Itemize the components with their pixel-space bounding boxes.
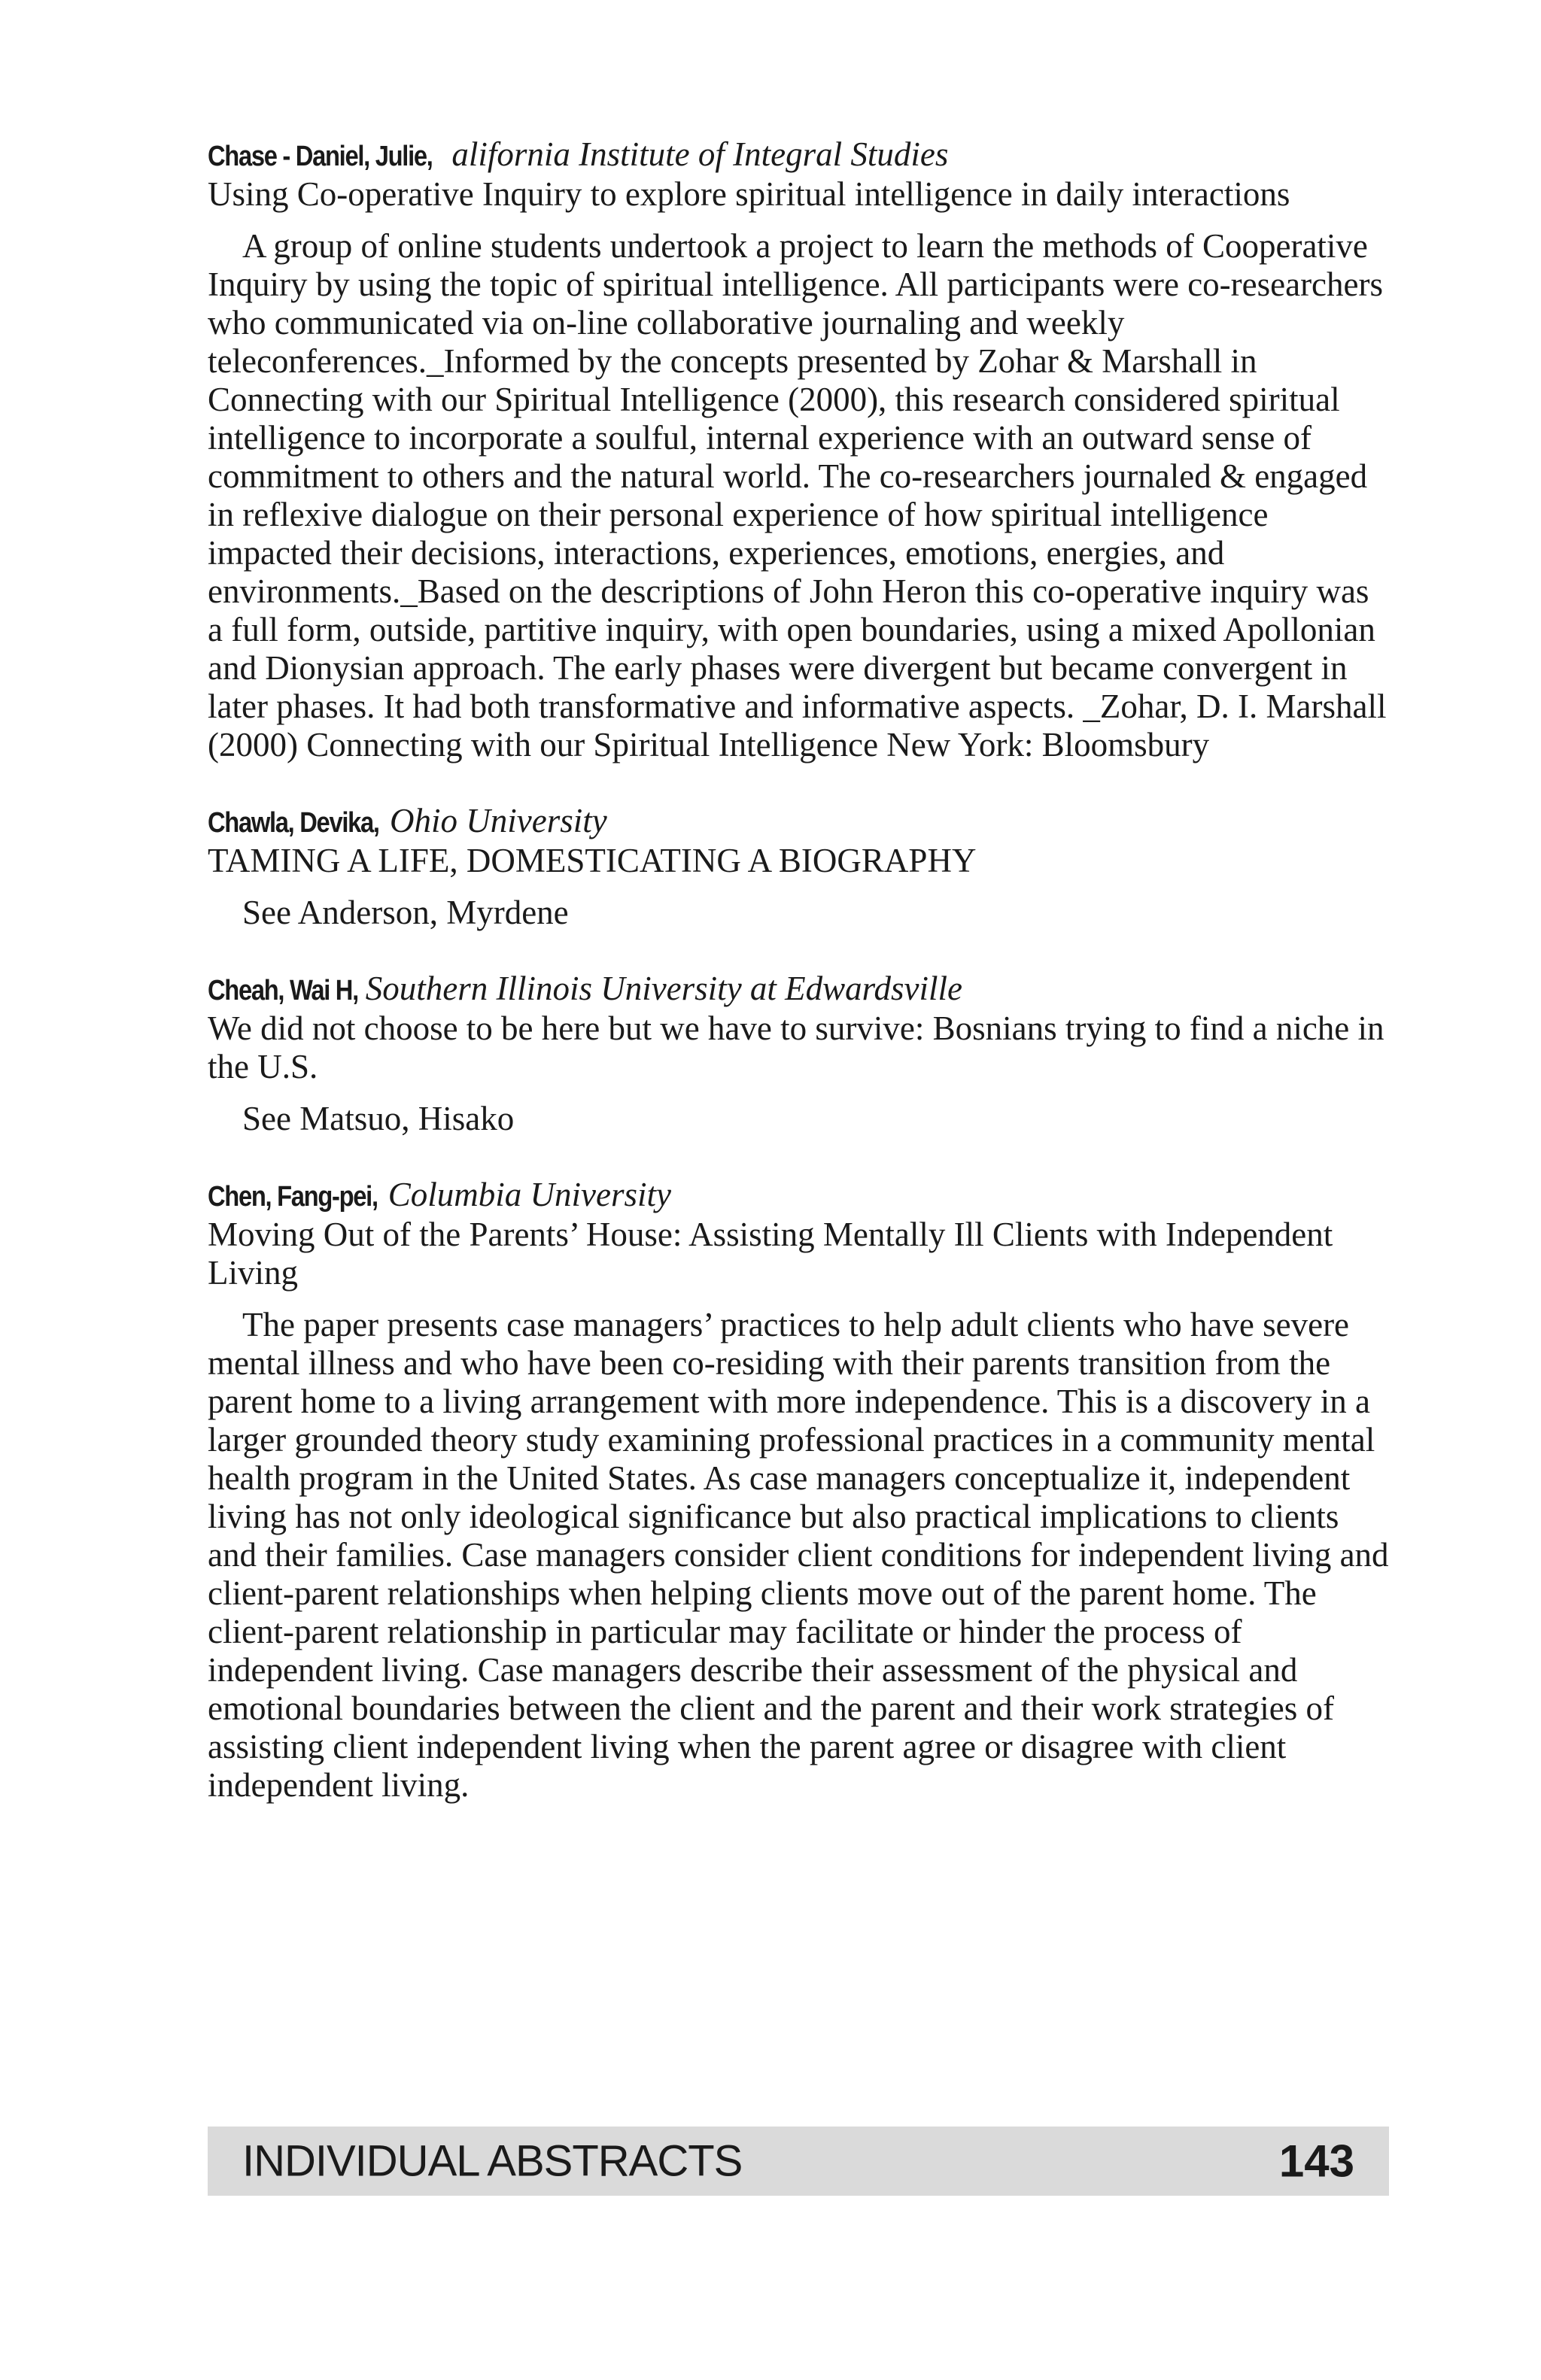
- author-name: Chen, Fang-pei,: [208, 1181, 378, 1213]
- author-line: [208, 135, 1389, 175]
- abstract-body: A group of online students undertook a project to learn the methods of Cooperative Inquiry by using the topic of spiritual intelligence. All participants were co-researchers who communicated via on-line collaborative journaling and weekly teleconferences._Informed by the concepts presented by Zohar & Marshall in Connecting with our Spiritual Intelligence (2000), this research considered spiritual intelligence to incorporate a soulful, internal experience with an outward sense of commitment to others and the natural world. The co-researchers journaled & engaged in reflexive dialogue on their personal experience of how spiritual intelligence impacted their decisions, interactions, experiences, emotions, energies, and environments._Based on the descriptions of John Heron this co-operative inquiry was a full form, outside, partitive inquiry, with open boundaries, using a mixed Apollonian and Dionysian approach. The early phases were divergent but became convergent in later phases. It had both transformative and informative aspects. _Zohar, D. I. Marshall (2000) Connecting with our Spiritual Intelligence New York: Bloomsbury: [208, 227, 1387, 763]
- abstract-entry: [208, 970, 1389, 1138]
- author-affiliation: Southern Illinois University at Edwardsville: [365, 970, 962, 1007]
- page-number: 143: [1278, 2136, 1354, 2187]
- author-line: [208, 802, 1389, 842]
- page-footer: [208, 2127, 1389, 2196]
- abstract-entry: [208, 802, 1389, 932]
- author-affiliation: alifornia Institute of Integral Studies: [451, 135, 949, 173]
- abstract-body: The paper presents case managers’ practices to help adult clients who have severe mental illness and who have been co-residing with their parents transition from the parent home to a living arrangement with more independence. This is a discovery in a larger grounded theory study examining professional practices in a community mental health program in the United States. As case managers conceptualize it, independent living has not only ideological significance but also practical implications to clients and their families. Case managers consider client conditions for independent living and client-parent relationships when helping clients move out of the parent home. The client-parent relationship in particular may facilitate or hinder the process of independent living. Case managers describe their assessment of the physical and emotional boundaries between the client and the parent and their work strategies of assisting client independent living when the parent agree or disagree with client independent living.: [208, 1306, 1389, 1804]
- section-title: INDIVIDUAL ABSTRACTS: [242, 2136, 743, 2186]
- author-name: Cheah, Wai H,: [208, 975, 358, 1006]
- author-affiliation: Columbia University: [388, 1176, 671, 1213]
- abstract-title: TAMING A LIFE, DOMESTICATING A BIOGRAPHY: [208, 842, 977, 879]
- author-line: [208, 970, 1389, 1009]
- abstracts-page: [208, 135, 1389, 1805]
- abstract-entry: [208, 1176, 1389, 1805]
- abstract-entry: [208, 135, 1389, 764]
- abstract-title: Moving Out of the Parents’ House: Assisting Mentally Ill Clients with Independent Living: [208, 1216, 1333, 1292]
- author-name: Chase - Daniel, Julie,: [208, 141, 433, 172]
- see-reference: See Anderson, Myrdene: [242, 894, 569, 931]
- author-affiliation: Ohio University: [390, 802, 607, 839]
- author-line: [208, 1176, 1389, 1216]
- see-reference: See Matsuo, Hisako: [242, 1100, 515, 1137]
- abstract-title: We did not choose to be here but we have to survive: Bosnians trying to find a niche in the U.S.: [208, 1009, 1384, 1085]
- author-name: Chawla, Devika,: [208, 807, 379, 839]
- abstract-title: Using Co-operative Inquiry to explore spiritual intelligence in daily interactions: [208, 175, 1290, 213]
